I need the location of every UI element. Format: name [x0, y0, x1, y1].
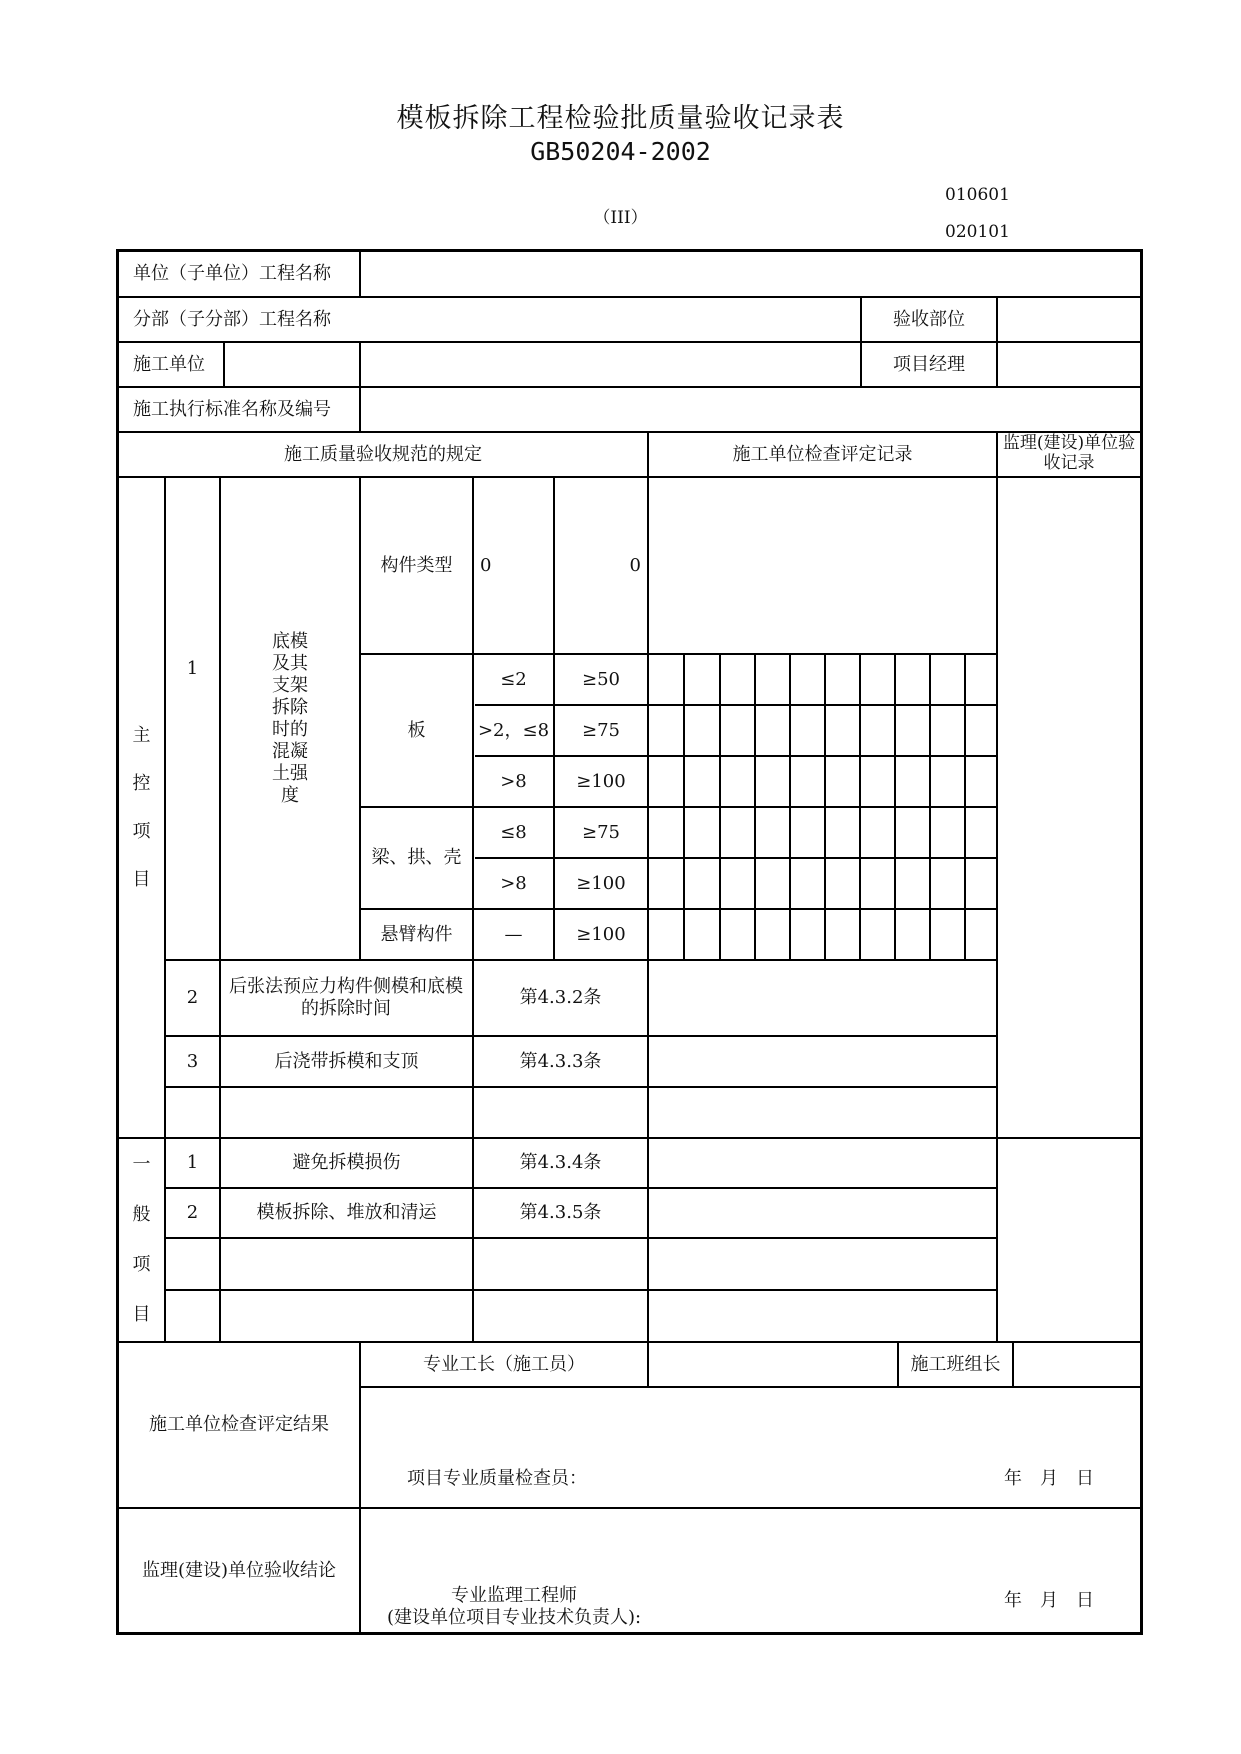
main-item-1-number: 1	[186, 657, 199, 679]
quality-inspector-label: 项目专业质量检查员：	[407, 1468, 587, 1489]
beam-strength-2: ≥100	[576, 872, 626, 894]
general-item-2-record[interactable]	[649, 1189, 996, 1237]
main-item-2-number: 2	[186, 987, 199, 1008]
main-item-2-description: 后张法预应力构件侧模和底模的拆除时间	[229, 976, 463, 1019]
main-item-1-description: 底模 及其 支架 拆除 时的 混凝 土强 度	[272, 630, 308, 806]
member-type-value-right: 0	[629, 554, 641, 576]
general-item-2-clause: 第4.3.5条	[519, 1202, 602, 1223]
form-code-1: 010601	[945, 185, 1010, 205]
main-item-3-clause: 第4.3.3条	[519, 1050, 602, 1072]
acceptance-part-label: 验收部位	[893, 308, 965, 330]
contractor-label: 施工单位	[133, 353, 205, 375]
column-header-supervision: 监理(建设)单位验收记录	[1002, 433, 1136, 473]
inspection-form-table	[116, 249, 1143, 1635]
standard-code: GB50204-2002	[530, 137, 711, 166]
general-item-1-record[interactable]	[649, 1139, 996, 1187]
main-item-2-clause: 第4.3.2条	[519, 987, 602, 1008]
member-type-label: 构件类型	[380, 554, 453, 576]
foreman-label: 专业工长（施工员）	[423, 1353, 585, 1375]
team-leader-field[interactable]	[1014, 1343, 1140, 1386]
general-item-1-description: 避免拆模损伤	[292, 1152, 401, 1173]
contractor-result-label: 施工单位检查评定结果	[149, 1414, 329, 1435]
main-item-2-record[interactable]	[649, 961, 996, 1035]
supervising-engineer-subtitle: (建设单位项目专业技术负责人):	[386, 1607, 642, 1628]
slab-strength-3: ≥100	[576, 770, 626, 792]
main-item-3-number: 3	[186, 1050, 199, 1072]
beam-span-2: >8	[500, 872, 527, 894]
member-type-record[interactable]	[649, 478, 996, 653]
slab-label: 板	[407, 719, 426, 741]
beam-arch-shell-label: 梁、拱、壳	[371, 847, 462, 868]
section-number: （III）	[593, 208, 648, 228]
acceptance-part-field[interactable]	[998, 298, 1140, 341]
main-item-3-description: 后浇带拆模和支顶	[274, 1050, 419, 1072]
sub-project-label: 分部（子分部）工程名称	[133, 308, 331, 330]
foreman-field[interactable]	[649, 1343, 897, 1386]
main-control-group-label: 主控项目	[132, 724, 151, 890]
team-leader-label: 施工班组长	[910, 1353, 1001, 1375]
general-group-label: 一般项目	[132, 1154, 151, 1325]
beam-span-1: ≤8	[500, 821, 527, 843]
contractor-field[interactable]	[225, 343, 860, 386]
supervision-result-label: 监理(建设)单位验收结论	[141, 1559, 337, 1581]
column-header-spec: 施工质量验收规范的规定	[284, 443, 482, 465]
slab-strength-1: ≥50	[582, 668, 620, 690]
general-item-1-number: 1	[186, 1152, 199, 1173]
slab-span-2: >2，≤8	[477, 719, 550, 741]
supervising-engineer-label	[369, 1582, 659, 1632]
slab-span-1: ≤2	[500, 668, 527, 690]
general-item-2-number: 2	[186, 1202, 199, 1223]
standard-name-label: 施工执行标准名称及编号	[133, 398, 331, 420]
cantilever-label: 悬臂构件	[380, 923, 453, 945]
contractor-result-date: 年 月 日	[1004, 1468, 1094, 1489]
sub-project-field[interactable]	[361, 298, 860, 341]
main-control-supervision-record[interactable]	[998, 478, 1140, 1137]
general-supervision-record[interactable]	[998, 1139, 1140, 1341]
form-code-2: 020101	[945, 222, 1010, 242]
project-manager-field[interactable]	[998, 343, 1140, 386]
unit-project-field[interactable]	[361, 252, 1140, 296]
project-manager-label: 项目经理	[893, 353, 965, 375]
column-header-check-record: 施工单位检查评定记录	[732, 443, 913, 465]
slab-span-3: >8	[500, 770, 527, 792]
main-item-3-record[interactable]	[649, 1037, 996, 1086]
standard-name-field[interactable]	[361, 388, 1140, 431]
unit-project-label: 单位（子单位）工程名称	[133, 263, 331, 284]
cantilever-span: —	[504, 923, 523, 945]
slab-strength-2: ≥75	[582, 719, 620, 741]
cantilever-strength: ≥100	[576, 923, 626, 945]
beam-strength-1: ≥75	[582, 821, 620, 843]
supervising-engineer-title: 专业监理工程师	[451, 1585, 577, 1606]
general-item-1-clause: 第4.3.4条	[519, 1152, 602, 1173]
general-item-2-description: 模板拆除、堆放和清运	[256, 1202, 437, 1223]
supervision-result-date: 年 月 日	[1004, 1590, 1094, 1611]
member-type-values	[474, 478, 647, 653]
form-title: 模板拆除工程检验批质量验收记录表	[396, 103, 845, 134]
member-type-value-left: 0	[480, 554, 492, 576]
